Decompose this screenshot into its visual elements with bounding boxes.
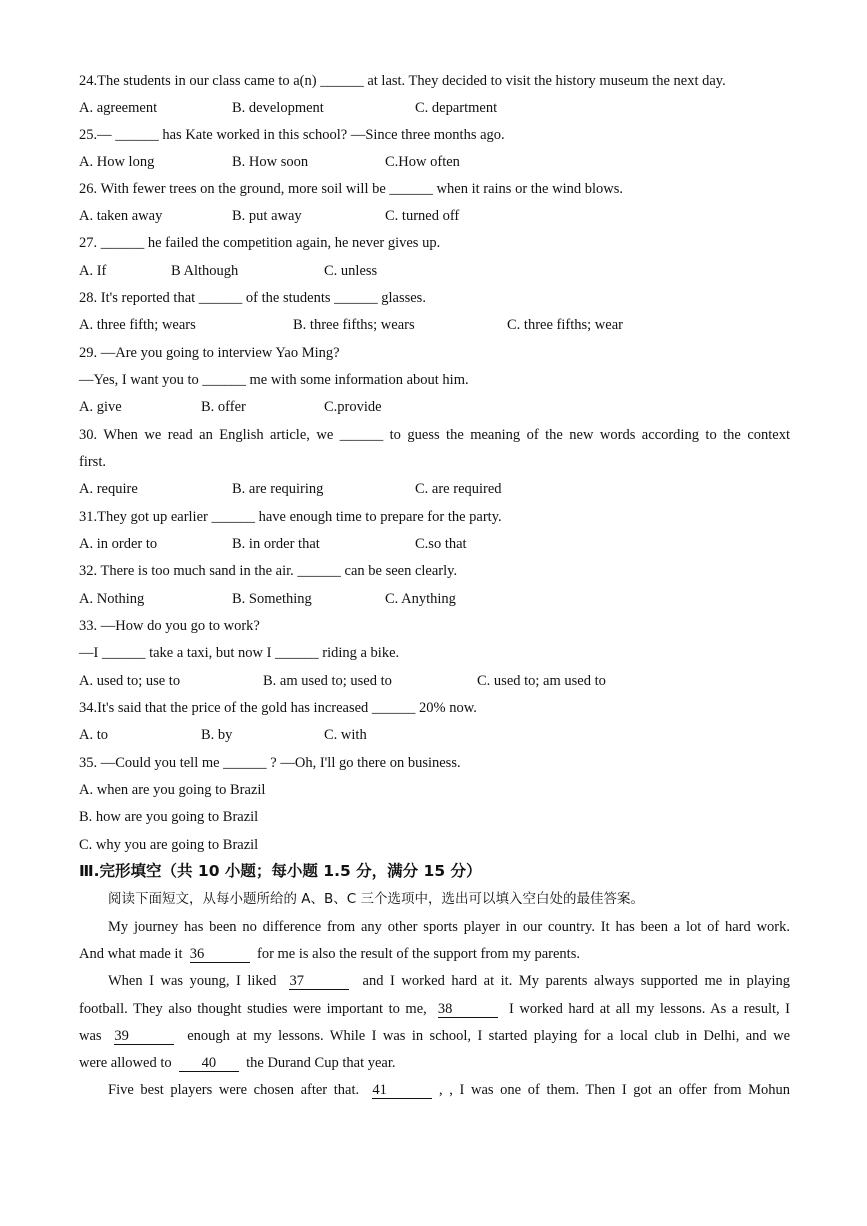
blank-40: 40 <box>179 1056 239 1072</box>
q34-option-a: A. to <box>79 727 108 743</box>
passage-text: I worked hard at all my lessons. As a result, I <box>509 1001 791 1017</box>
passage-p2-line4 <box>79 1054 396 1072</box>
question-25-stem: 25.— ______ has Kate worked in this school? —Since three months ago. <box>79 127 505 143</box>
blank-41: 41 <box>372 1083 432 1099</box>
question-27-stem: 27. ______ he failed the competition again, he never gives up. <box>79 235 441 251</box>
q32-option-c: C. Anything <box>385 591 456 607</box>
q26-option-c: C. turned off <box>385 208 460 224</box>
q29-option-a: A. give <box>79 399 122 415</box>
passage-p3-line1 <box>108 1081 790 1099</box>
passage-p1-line2 <box>79 945 790 963</box>
q32-option-a: A. Nothing <box>79 591 145 607</box>
passage-text: When I was young, I liked <box>108 973 277 989</box>
question-24-stem: 24.The students in our class came to a(n) ______ at last. They decided to visit the history museum the next day. <box>79 73 726 89</box>
q30-option-c: C. are required <box>415 481 502 497</box>
q30-option-b: B. are requiring <box>232 481 324 497</box>
blank-38: 38 <box>438 1002 498 1018</box>
section-heading: Ⅲ.完形填空（共 10 小题；每小题 1.5 分，满分 15 分） <box>79 862 482 880</box>
q35-option-b: B. how are you going to Brazil <box>79 809 259 825</box>
q29-option-c: C.provide <box>324 399 382 415</box>
question-28-stem: 28. It's reported that ______ of the students ______ glasses. <box>79 290 426 306</box>
passage-text: were allowed to <box>79 1055 172 1071</box>
q28-option-a: A. three fifth; wears <box>79 317 196 333</box>
passage-text: was <box>79 1028 102 1044</box>
passage-text: the Durand Cup that year. <box>246 1055 396 1071</box>
q25-option-a: A. How long <box>79 154 155 170</box>
q24-option-a: A. agreement <box>79 100 158 116</box>
question-33-stem: 33. —How do you go to work? <box>79 618 260 634</box>
q27-option-a: A. If <box>79 263 107 279</box>
q31-option-b: B. in order that <box>232 536 320 552</box>
q27-option-c: C. unless <box>324 263 378 279</box>
question-31-stem: 31.They got up earlier ______ have enough time to prepare for the party. <box>79 509 502 525</box>
q34-option-c: C. with <box>324 727 367 743</box>
passage-p2-line1 <box>108 972 790 990</box>
q33-option-b: B. am used to; used to <box>263 673 392 689</box>
q24-option-c: C. department <box>415 100 498 116</box>
q28-option-c: C. three fifths; wear <box>507 317 623 333</box>
q32-option-b: B. Something <box>232 591 312 607</box>
q25-option-b: B. How soon <box>232 154 309 170</box>
blank-39: 39 <box>114 1029 174 1045</box>
passage-text: Five best players were chosen after that. <box>108 1082 360 1098</box>
question-29-reply: —Yes, I want you to ______ me with some information about him. <box>79 372 469 388</box>
passage-p2-line3 <box>79 1027 790 1045</box>
passage-p1-line1: My journey has been no difference from any other sports player in our country. It has been a lot of hard work. <box>108 919 790 935</box>
q35-option-c: C. why you are going to Brazil <box>79 837 259 853</box>
q24-option-b: B. development <box>232 100 324 116</box>
q25-option-c: C.How often <box>385 154 460 170</box>
q31-option-a: A. in order to <box>79 536 158 552</box>
blank-36: 36 <box>190 947 250 963</box>
blank-37: 37 <box>289 974 349 990</box>
passage-text: for me is also the result of the support from my parents. <box>257 946 580 962</box>
q35-option-a: A. when are you going to Brazil <box>79 782 266 798</box>
question-34-stem: 34.It's said that the price of the gold has increased ______ 20% now. <box>79 700 477 716</box>
q34-option-b: B. by <box>201 727 233 743</box>
question-30-stem: 30. When we read an English article, we ______ to guess the meaning of the new words according to the context <box>79 427 790 443</box>
passage-text: enough at my lessons. While I was in school, I started playing for a local club in Delhi, and we <box>187 1028 791 1044</box>
passage-p2-line2 <box>79 1000 790 1018</box>
passage-text: , , I was one of them. Then I got an offer from Mohun <box>439 1082 791 1098</box>
q26-option-b: B. put away <box>232 208 302 224</box>
q30-option-a: A. require <box>79 481 138 497</box>
question-33-reply: —I ______ take a taxi, but now I ______ riding a bike. <box>79 645 400 661</box>
question-30-stem-cont: first. <box>79 454 106 470</box>
passage-text: and I worked hard at it. My parents always supported me in playing <box>362 973 791 989</box>
q33-option-c: C. used to; am used to <box>477 673 606 689</box>
question-26-stem: 26. With fewer trees on the ground, more soil will be ______ when it rains or the wind blows. <box>79 181 624 197</box>
question-35-stem: 35. —Could you tell me ______ ? —Oh, I'll go there on business. <box>79 755 461 771</box>
q29-option-b: B. offer <box>201 399 246 415</box>
q31-option-c: C.so that <box>415 536 467 552</box>
q27-option-b: B Although <box>171 263 239 279</box>
q26-option-a: A. taken away <box>79 208 163 224</box>
passage-text: football. They also thought studies were important to me, <box>79 1001 427 1017</box>
question-32-stem: 32. There is too much sand in the air. ______ can be seen clearly. <box>79 563 458 579</box>
section-instruction: 阅读下面短文，从每小题所给的 A、B、C 三个选项中，选出可以填入空白处的最佳答案。 <box>108 891 645 907</box>
q28-option-b: B. three fifths; wears <box>293 317 415 333</box>
question-29-stem: 29. —Are you going to interview Yao Ming? <box>79 345 340 361</box>
passage-text: And what made it <box>79 946 183 962</box>
q33-option-a: A. used to; use to <box>79 673 181 689</box>
